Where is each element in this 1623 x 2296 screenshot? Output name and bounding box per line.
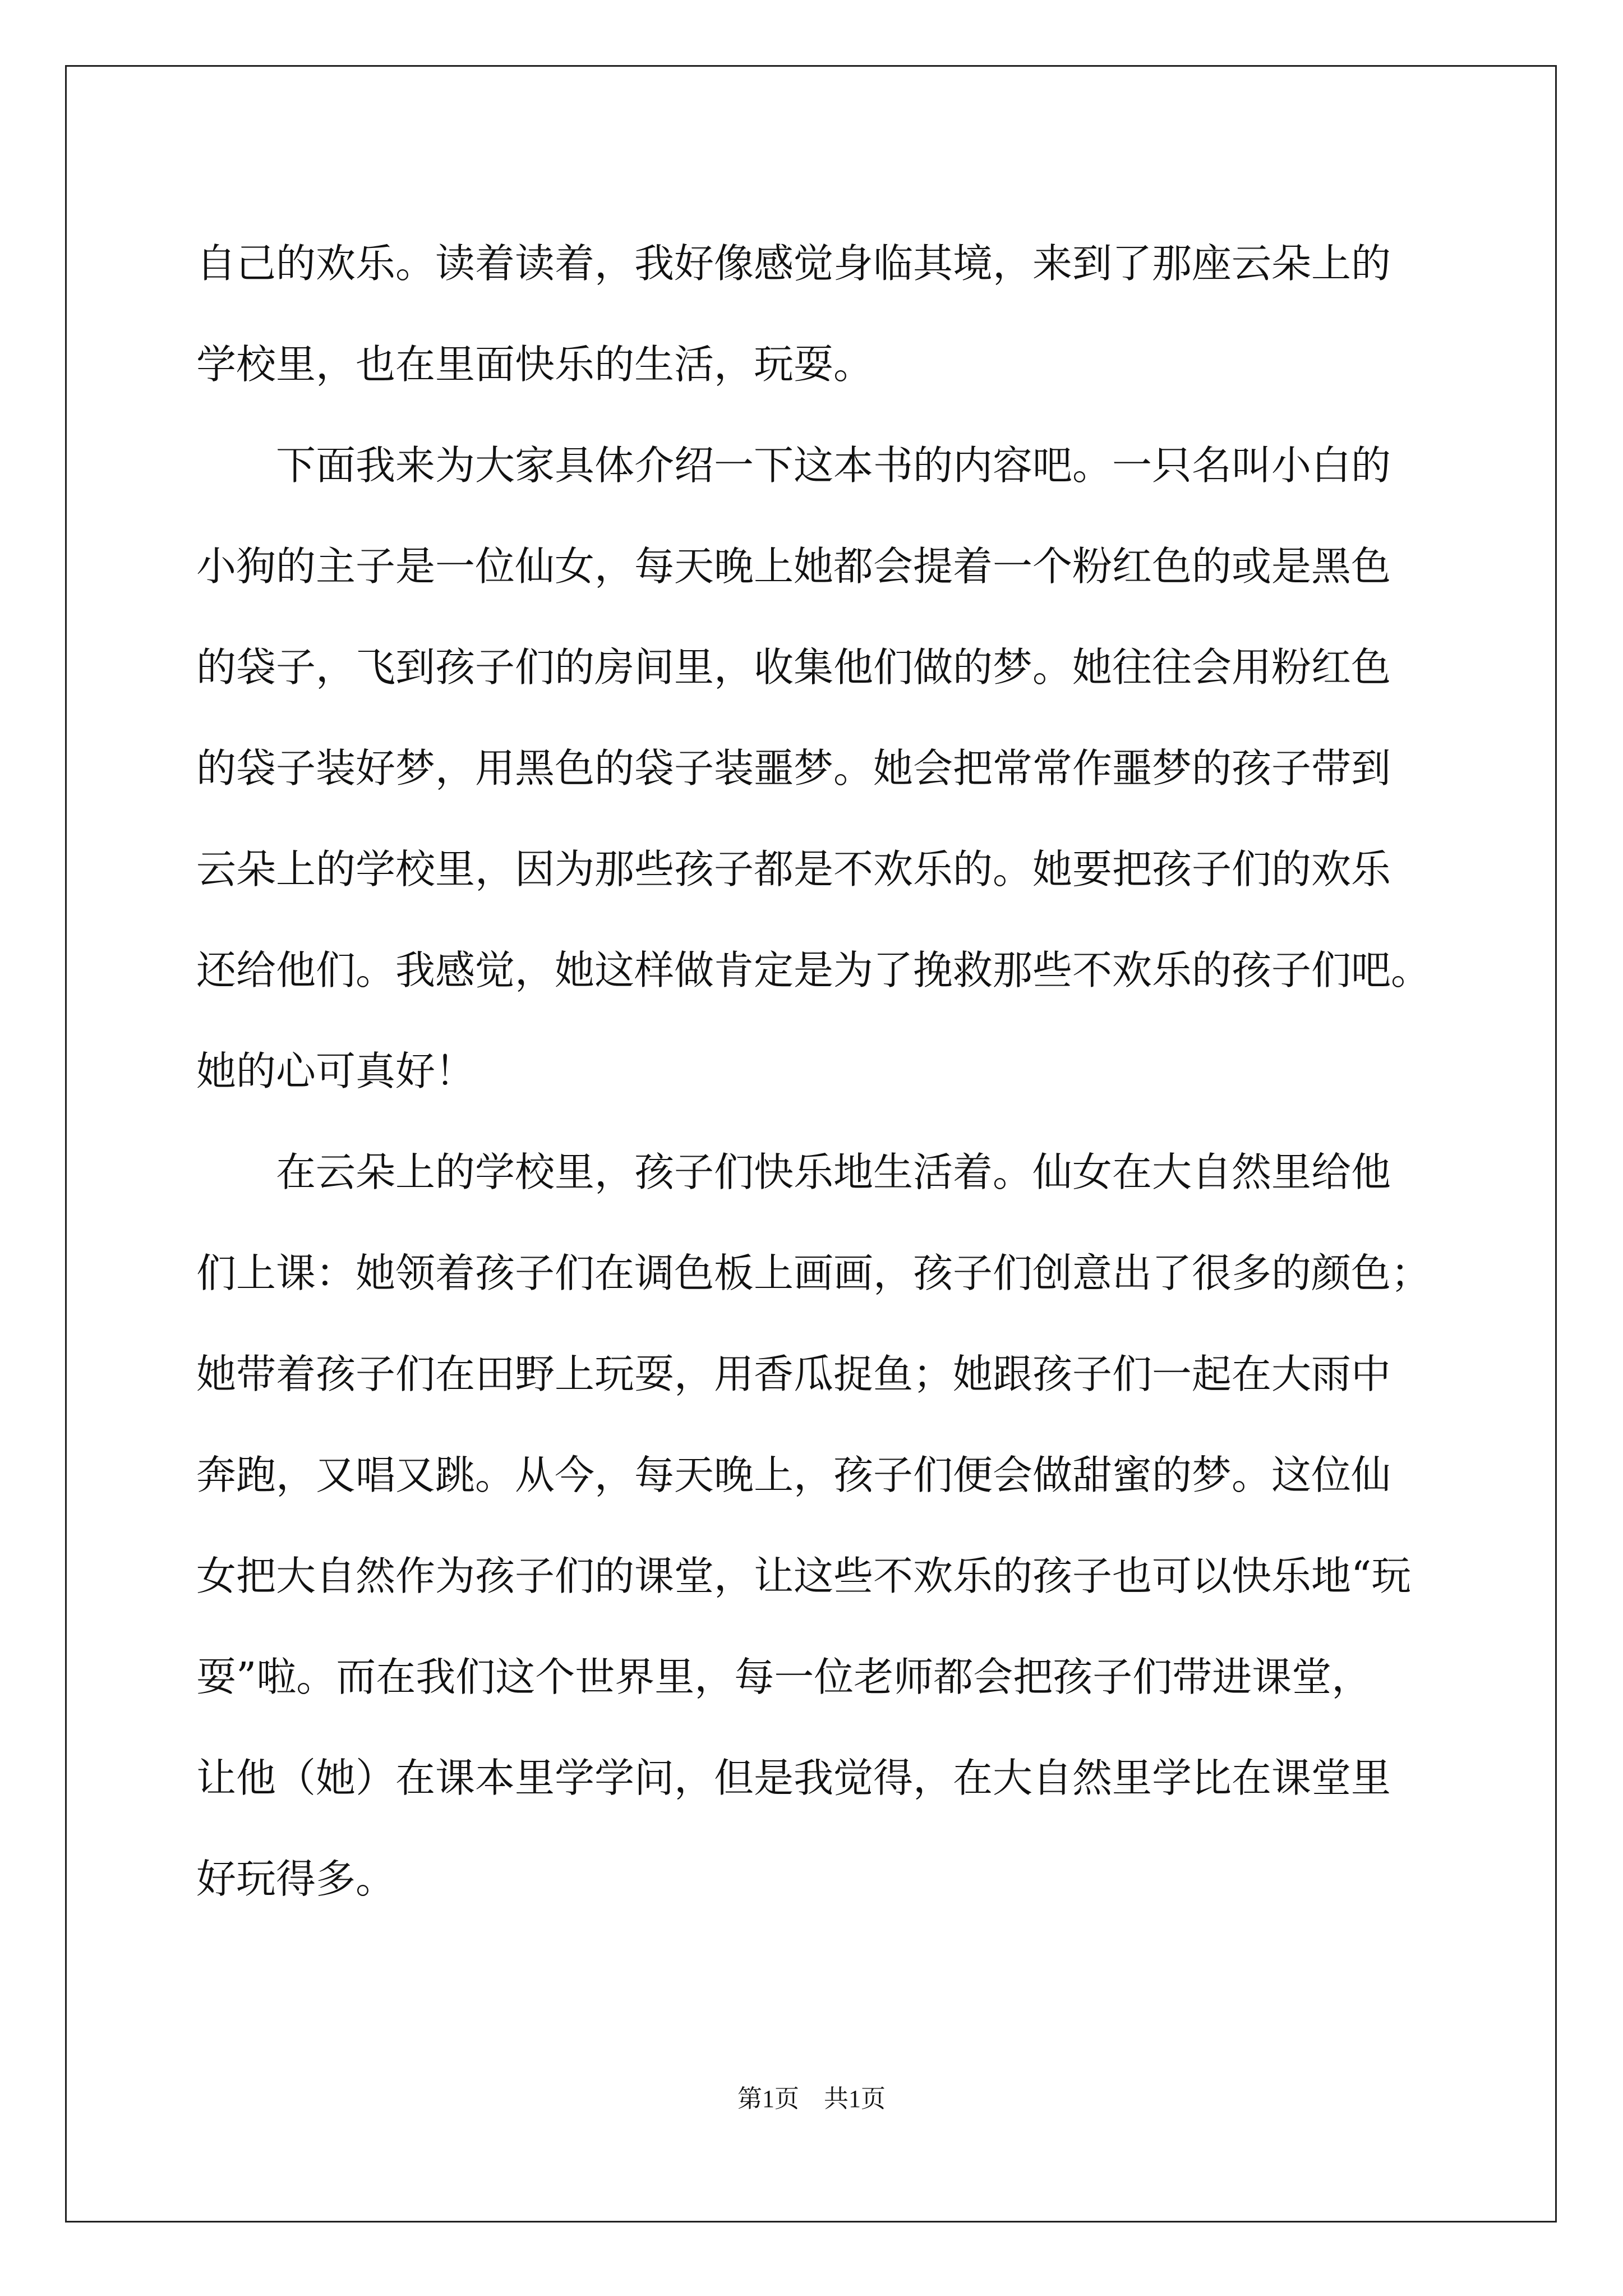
text-line: 云朵上的学校里，因为那些孩子都是不欢乐的。她要把孩子们的欢乐 xyxy=(196,846,1391,892)
text-line: 她带着孩子们在田野上玩耍，用香瓜捉鱼；她跟孩子们一起在大雨中 xyxy=(196,1351,1391,1397)
text-line: 耍”啦。而在我们这个世界里，每一位老师都会把孩子们带进课堂， xyxy=(196,1654,1372,1700)
text-line: 的袋子，飞到孩子们的房间里，收集他们做的梦。她往往会用粉红色 xyxy=(196,644,1391,691)
text-line: 自己的欢乐。读着读着，我好像感觉身临其境，来到了那座云朵上的 xyxy=(196,240,1391,287)
text-line: 奔跑，又唱又跳。从今，每天晚上，孩子们便会做甜蜜的梦。这位仙 xyxy=(196,1452,1391,1498)
page-footer xyxy=(0,2082,1623,2116)
page-total: 共1页 xyxy=(824,2085,886,2113)
text-line: 还给他们。我感觉，她这样做肯定是为了挽救那些不欢乐的孩子们吧。 xyxy=(196,947,1431,993)
text-line: 让他（她）在课本里学学问，但是我觉得，在大自然里学比在课堂里 xyxy=(196,1755,1391,1801)
paragraph-first-line: 下面我来为大家具体介绍一下这本书的内容吧。一只名叫小白的 xyxy=(276,442,1391,489)
text-line: 们上课：她领着孩子们在调色板上画画，孩子们创意出了很多的颜色； xyxy=(196,1250,1431,1296)
paragraph-first-line: 在云朵上的学校里，孩子们快乐地生活着。仙女在大自然里给他 xyxy=(276,1149,1391,1195)
text-line: 学校里，也在里面快乐的生活，玩耍。 xyxy=(196,341,874,388)
text-line: 小狗的主子是一位仙女，每天晚上她都会提着一个粉红色的或是黑色 xyxy=(196,543,1391,590)
text-line: 女把大自然作为孩子们的课堂，让这些不欢乐的孩子也可以快乐地“玩 xyxy=(196,1553,1412,1599)
text-line: 她的心可真好！ xyxy=(196,1048,476,1094)
text-line: 好玩得多。 xyxy=(196,1856,396,1902)
page-number: 第1页 xyxy=(737,2085,799,2113)
text-line: 的袋子装好梦，用黑色的袋子装噩梦。她会把常常作噩梦的孩子带到 xyxy=(196,745,1391,792)
document-body xyxy=(196,213,1430,1930)
